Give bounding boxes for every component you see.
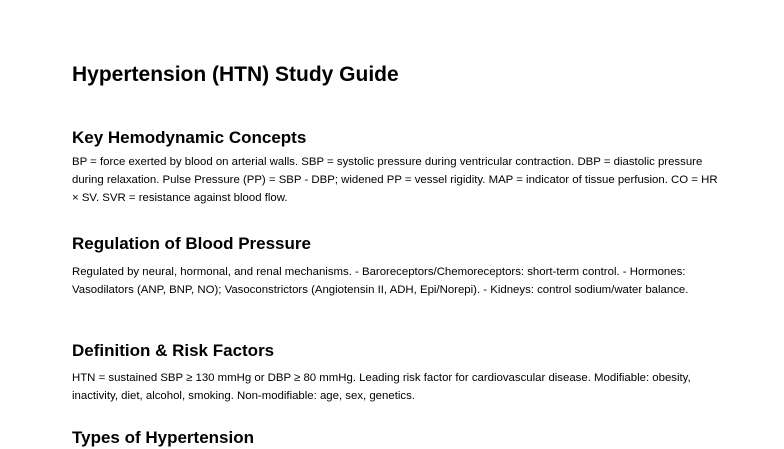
section-heading-hemodynamic-concepts: Key Hemodynamic Concepts [72, 128, 307, 147]
section-heading-bp-regulation: Regulation of Blood Pressure [72, 234, 311, 253]
page-title: Hypertension (HTN) Study Guide [72, 63, 399, 86]
section-body-bp-regulation: Regulated by neural, hormonal, and renal mechanisms. - Baroreceptors/Chemoreceptors: short-term control. - Hormones: Vasodilators (ANP, BNP, NO); Vasoconstrictors (Angiotensin II, ADH, Epi/Norepi). - Kidneys: control sodium/water balance. [72, 266, 689, 296]
section-body-risk-factors: HTN = sustained SBP ≥ 130 mmHg or DBP ≥ 80 mmHg. Leading risk factor for cardiovascular disease. Modifiable: obesity, inactivity, diet, alcohol, smoking. Non-modifiable: age, sex, genetics. [72, 372, 691, 402]
section-heading-htn-types: Types of Hypertension [72, 428, 254, 447]
section-heading-risk-factors: Definition & Risk Factors [72, 341, 275, 360]
section-body-hemodynamic-concepts: BP = force exerted by blood on arterial walls. SBP = systolic pressure during ventricular contraction. DBP = diastolic pressure during relaxation. Pulse Pressure (PP) = SBP - DBP; widened PP = vessel rigidity. MAP = indicator of tissue perfusion. CO = HR × SV. SVR = resistance against blood flow. [72, 156, 718, 204]
